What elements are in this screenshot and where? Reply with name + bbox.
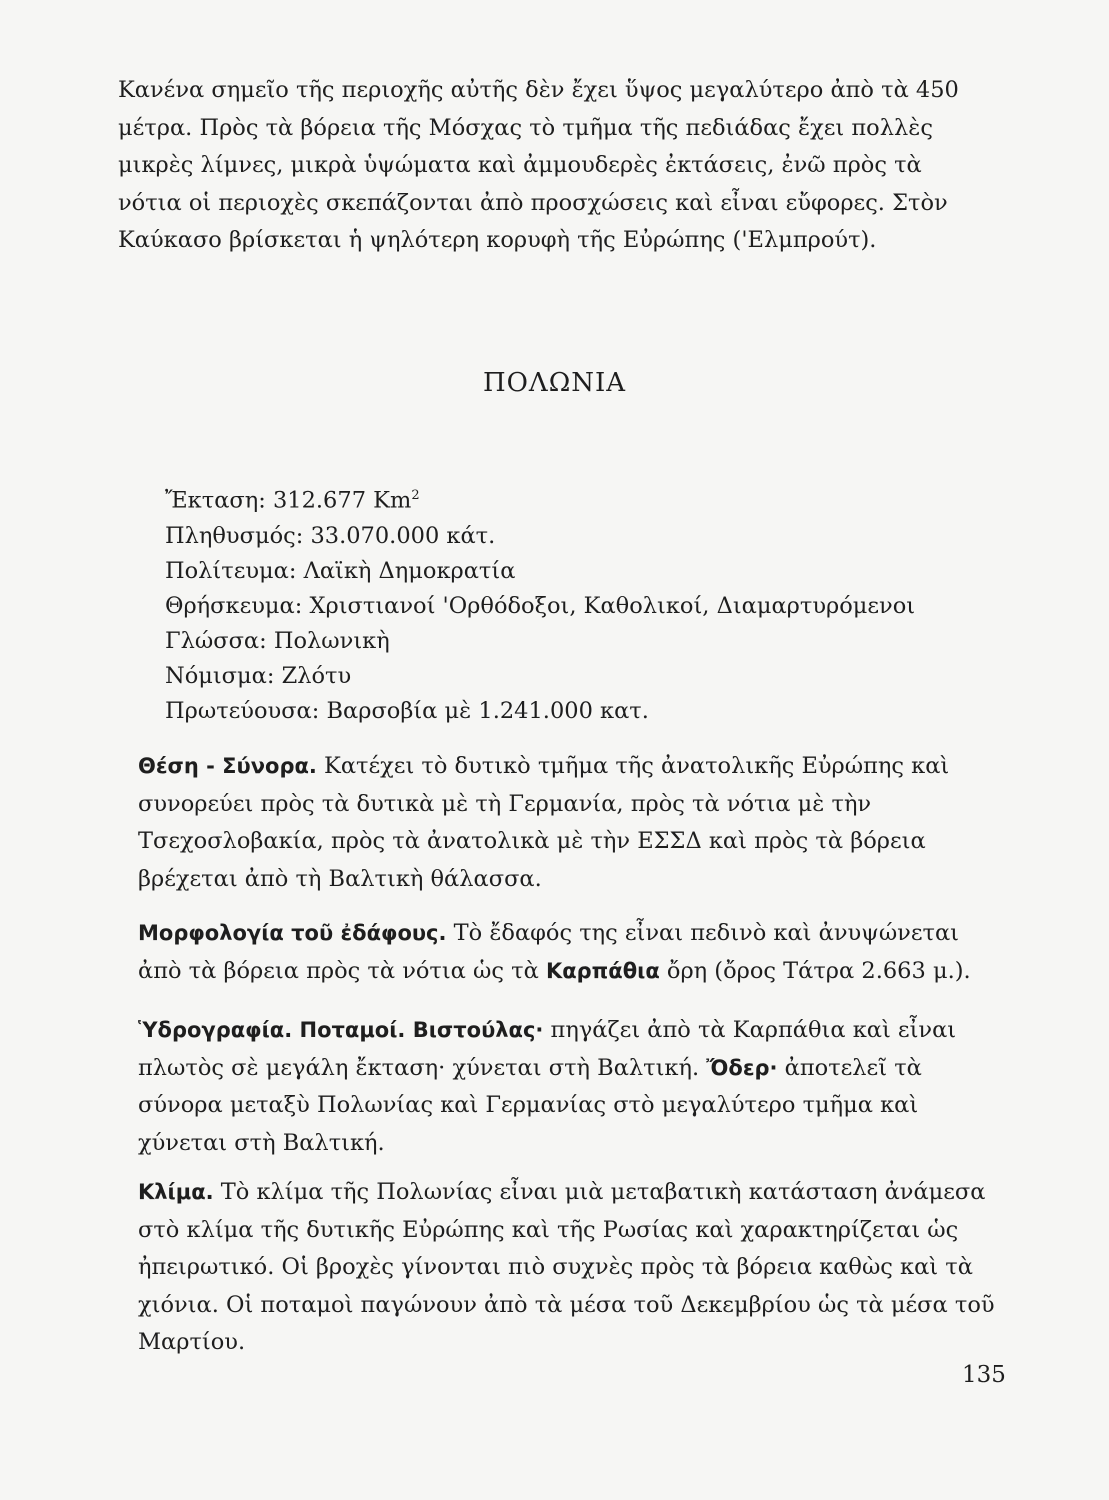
fact-area-text: Ἔκταση: 312.677 Km [165,487,412,514]
section-title: ΠΟΛΩΝΙΑ [482,368,627,398]
climate-paragraph [138,1174,998,1362]
borders-paragraph [138,748,988,898]
fact-capital: Πρωτεύουσα: Βαρσοβία μὲ 1.241.000 κατ. [165,697,649,724]
country-facts [165,478,985,729]
fact-population: Πληθυσμός: 33.070.000 κάτ. [165,522,496,549]
morphology-paragraph [138,915,998,990]
morphology-text-1: Τὸ ἔδαφός της εἶναι πεδινὸ καὶ ἀνυψώνεται ἀπὸ τὰ βόρεια πρὸς τὰ νότια ὡς τὰ [138,920,959,984]
climate-heading: Κλίμα. [138,1180,214,1204]
fact-currency: Νόμισμα: Ζλότυ [165,662,352,689]
morphology-heading: Μορφολογία τοῦ ἐδάφους. [138,921,447,945]
hydrography-paragraph [138,1012,998,1162]
fact-religion: Θρήσκευμα: Χριστιανοί 'Ορθόδοξοι, Καθολικοί, Διαμαρτυρόμενοι [165,592,916,619]
hydrography-text-1: πηγάζει ἀπὸ τὰ Καρπάθια καὶ εἶναι πλωτὸς σὲ μεγάλη ἔκταση· χύνεται στὴ Βαλτική. [138,1017,957,1081]
hydrography-river-2: Ὄδερ· [706,1055,778,1080]
fact-language: Γλώσσα: Πολωνικὴ [165,627,390,654]
fact-area-superscript: 2 [411,488,420,503]
borders-heading: Θέση - Σύνορα. [138,754,317,778]
hydrography-text-2: ἀποτελεῖ τὰ σύνορα μεταξὺ Πολωνίας καὶ Γερμανίας στὸ μεγαλύτερο τμῆμα καὶ χύνεται στὴ Βαλτική. [138,1054,922,1156]
fact-government: Πολίτευμα: Λαϊκὴ Δημοκρατία [165,557,516,584]
page-number: 135 [962,1362,1006,1388]
hydrography-heading: Ὑδρογραφία. Ποταμοί. [138,1018,406,1042]
fact-area [165,478,985,519]
hydrography-river-1: Βιστούλας· [405,1018,544,1042]
morphology-bold-term: Καρπάθια [545,958,660,983]
climate-text: Τὸ κλίμα τῆς Πολωνίας εἶναι μιὰ μεταβατικὴ κατάσταση ἀνάμεσα στὸ κλίμα τῆς δυτικῆς Εὐρώπης καὶ τῆς Ρωσίας καὶ χαρακτηρίζεται ὡς ἠπειρωτικό. Οἱ βροχὲς γίνονται πιὸ συχνὲς πρὸς τὰ βόρεια καθὼς καὶ τὰ χιόνια. Οἱ ποταμοὶ παγώνουν ἀπὸ τὰ μέσα τοῦ Δεκεμβρίου ὡς τὰ μέσα τοῦ Μαρτίου. [138,1179,995,1355]
borders-text: Κατέχει τὸ δυτικὸ τμῆμα τῆς ἀνατολικῆς Εὐρώπης καὶ συνορεύει πρὸς τὰ δυτικὰ μὲ τὴ Γερμανία, πρὸς τὰ νότια μὲ τὴν Τσεχοσλοβακία, πρὸς τὰ ἀνατολικὰ μὲ τὴν ΕΣΣΔ καὶ πρὸς τὰ βόρεια βρέχεται ἀπὸ τὴ Βαλτικὴ θάλασσα. [138,753,950,892]
morphology-text-2: ὄρη (ὄρος Τάτρα 2.663 μ.). [659,957,971,984]
intro-paragraph: Κανένα σημεῖο τῆς περιοχῆς αὐτῆς δὲν ἔχει ὕψος μεγαλύτερο ἀπὸ τὰ 450 μέτρα. Πρὸς τὰ βόρεια τῆς Μόσχας τὸ τμῆμα τῆς πεδιάδας ἔχει πολλὲς μικρὲς λίμνες, μικρὰ ὑψώματα καὶ ἀμμουδερὲς ἐκτάσεις, ἐνῶ πρὸς τὰ νότια οἱ περιοχὲς σκεπάζονται ἀπὸ προσχώσεις καὶ εἶναι εὔφορες. Στὸν Καύκασο βρίσκεται ἡ ψηλότερη κορυφὴ τῆς Εὐρώπης ('Ελμπρούτ). [118,77,959,253]
